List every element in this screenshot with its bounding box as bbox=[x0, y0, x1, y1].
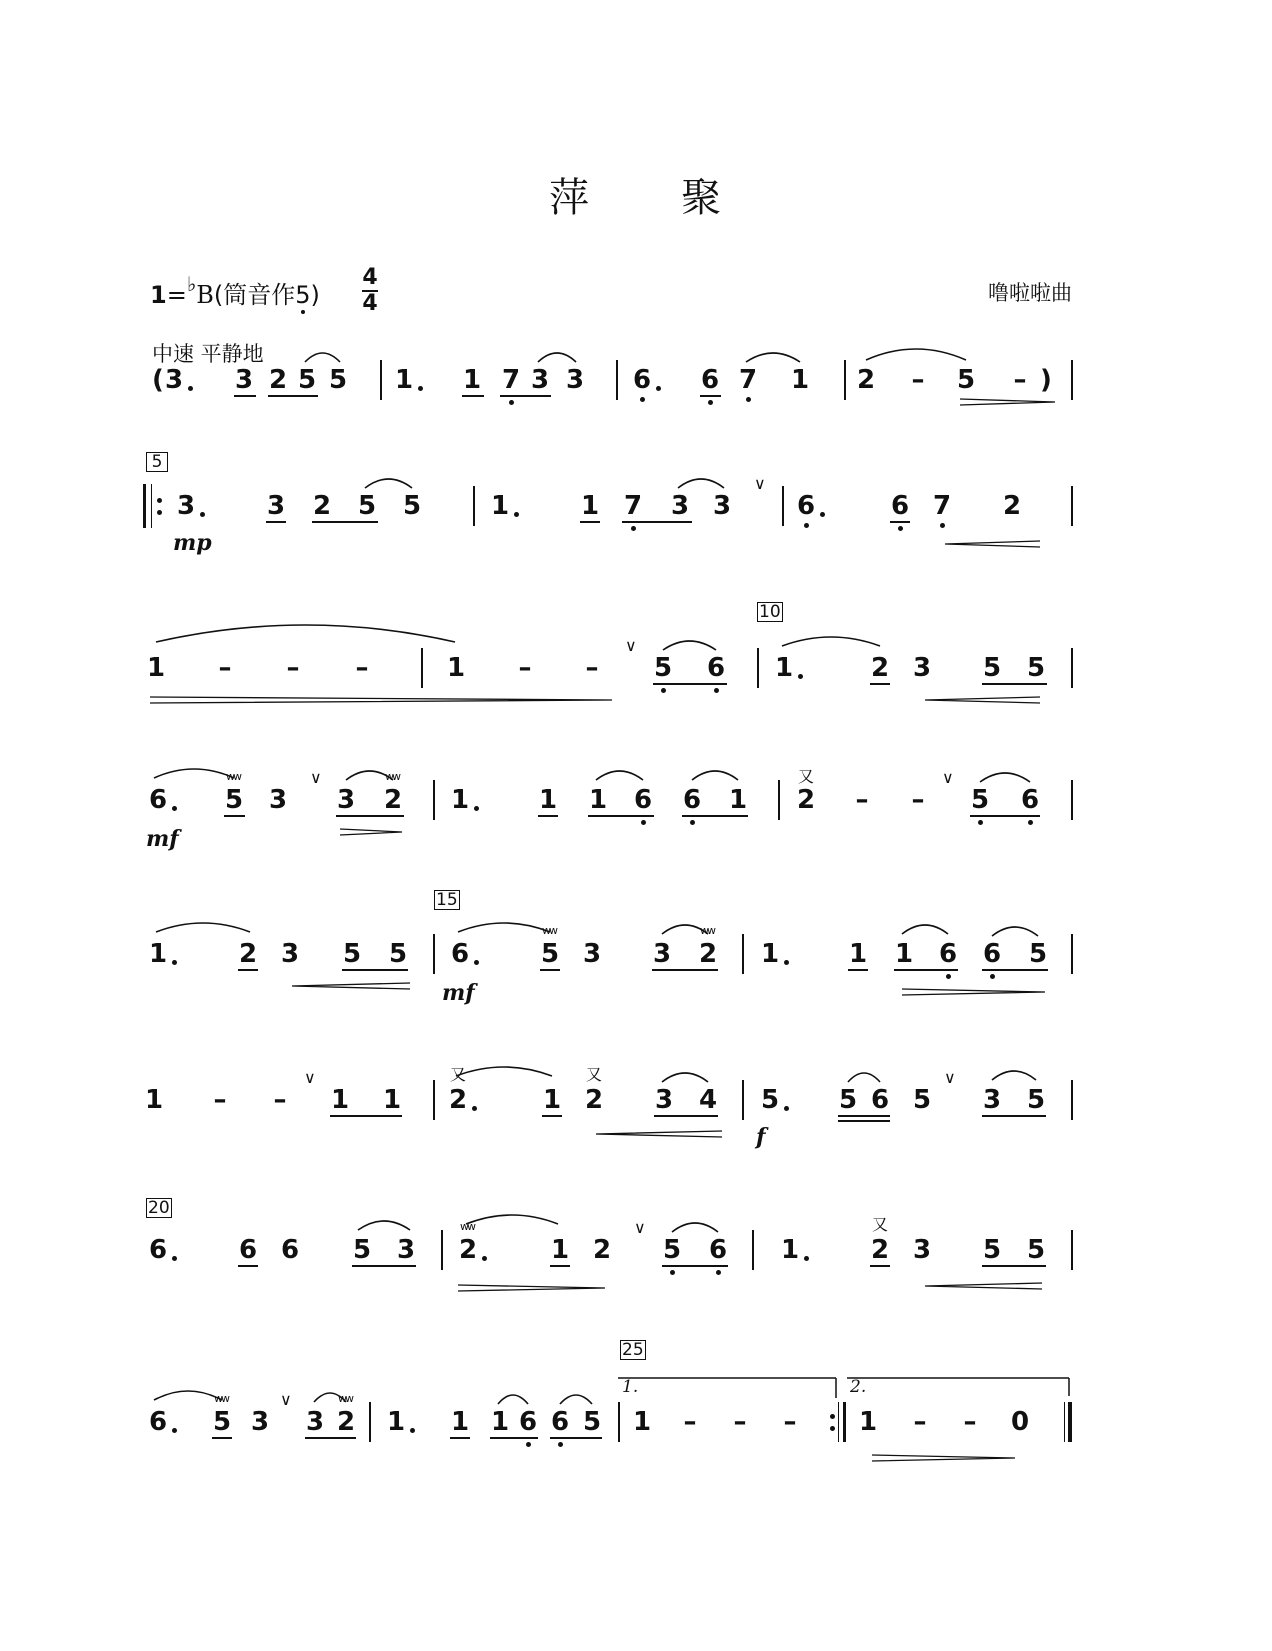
ornament-mark: ww bbox=[385, 770, 399, 783]
note: – bbox=[273, 1085, 287, 1115]
note: 1 bbox=[394, 365, 414, 395]
note: 6 bbox=[550, 1407, 570, 1437]
note: 1 bbox=[382, 1085, 402, 1115]
note: 5 bbox=[540, 939, 560, 969]
slur bbox=[992, 927, 1038, 936]
note: 5 bbox=[212, 1407, 232, 1437]
slur bbox=[458, 923, 550, 932]
note: 1 bbox=[550, 1235, 570, 1265]
note: 6 bbox=[280, 1235, 300, 1265]
ornament-mark: ww bbox=[542, 924, 556, 937]
note: 3 bbox=[582, 939, 602, 969]
slur bbox=[154, 769, 234, 778]
ornament-mark: ww bbox=[226, 770, 240, 783]
note: 1 bbox=[728, 785, 748, 815]
note: 1 bbox=[760, 939, 780, 969]
note: 3 bbox=[305, 1407, 325, 1437]
note: 5 bbox=[1026, 1235, 1046, 1265]
note: 1 bbox=[790, 365, 810, 395]
slur bbox=[314, 1393, 346, 1402]
composer: 噜啦啦曲 bbox=[988, 281, 1072, 305]
note: 6 bbox=[890, 491, 910, 521]
note: 1 bbox=[580, 491, 600, 521]
note: 1 bbox=[462, 365, 482, 395]
note: ) bbox=[1040, 365, 1052, 395]
note: 1 bbox=[450, 1407, 470, 1437]
note: 5 bbox=[1028, 939, 1048, 969]
note: 3 bbox=[530, 365, 550, 395]
note: 6 bbox=[708, 1235, 728, 1265]
note: 1 bbox=[146, 653, 166, 683]
note: 5 bbox=[982, 1235, 1002, 1265]
note: 3 bbox=[565, 365, 585, 395]
slur bbox=[498, 1395, 528, 1404]
slur bbox=[782, 637, 880, 646]
slur bbox=[662, 1073, 708, 1082]
breath-mark: ∨ bbox=[944, 1068, 956, 1087]
note: 6 bbox=[700, 365, 720, 395]
note: 1 bbox=[490, 1407, 510, 1437]
note: 7 bbox=[932, 491, 952, 521]
note: 3 bbox=[912, 1235, 932, 1265]
note: 3 bbox=[176, 491, 196, 521]
note: 4 bbox=[698, 1085, 718, 1115]
note: 1 bbox=[632, 1407, 652, 1437]
measure-number: 10 bbox=[759, 602, 781, 622]
note: 3 bbox=[912, 653, 932, 683]
note: 2 bbox=[870, 1235, 890, 1265]
note: – bbox=[783, 1407, 797, 1437]
slur bbox=[678, 479, 724, 488]
slur bbox=[662, 925, 708, 934]
note: ( bbox=[152, 365, 164, 395]
note: 6 bbox=[148, 785, 168, 815]
slur bbox=[560, 1395, 592, 1404]
ornament-mark: ww bbox=[214, 1392, 228, 1405]
measure-number: 20 bbox=[148, 1198, 170, 1218]
note: 1 bbox=[446, 653, 466, 683]
slur bbox=[156, 625, 455, 642]
note: 1 bbox=[894, 939, 914, 969]
note: – bbox=[286, 653, 300, 683]
ornament-mark: ww bbox=[460, 1220, 474, 1233]
note: 6 bbox=[706, 653, 726, 683]
note: 1 bbox=[538, 785, 558, 815]
slur bbox=[596, 771, 643, 780]
note: 5 bbox=[388, 939, 408, 969]
note: 2 bbox=[383, 785, 403, 815]
note: 1 bbox=[588, 785, 608, 815]
note: 7 bbox=[623, 491, 643, 521]
diminuendo-hairpin bbox=[872, 1455, 1015, 1461]
page-title: 萍 聚 bbox=[549, 175, 723, 221]
note: 3 bbox=[654, 1085, 674, 1115]
slur bbox=[672, 1223, 718, 1232]
note: 2 bbox=[698, 939, 718, 969]
crescendo-hairpin bbox=[292, 983, 410, 989]
note: 1 bbox=[858, 1407, 878, 1437]
note: – bbox=[733, 1407, 747, 1437]
note: 3 bbox=[164, 365, 184, 395]
note: 2 bbox=[1002, 491, 1022, 521]
breath-mark: ∨ bbox=[310, 768, 322, 787]
note: 3 bbox=[268, 785, 288, 815]
note: 1 bbox=[450, 785, 470, 815]
breath-mark: ∨ bbox=[280, 1390, 292, 1409]
slur bbox=[346, 771, 393, 780]
open-hole-mark: 又 bbox=[586, 1065, 603, 1084]
slur bbox=[305, 353, 340, 362]
note: 5 bbox=[357, 491, 377, 521]
note: 5 bbox=[224, 785, 244, 815]
note: 2 bbox=[592, 1235, 612, 1265]
dynamic-mp: mp bbox=[173, 530, 212, 556]
note: 2 bbox=[238, 939, 258, 969]
measure-number: 15 bbox=[436, 890, 458, 910]
note: 6 bbox=[982, 939, 1002, 969]
tempo-marking: 中速 平静地 bbox=[152, 342, 264, 366]
key-signature: 1=♭B(筒音作5) bbox=[150, 272, 320, 309]
breath-mark: ∨ bbox=[754, 474, 766, 493]
note: 5 bbox=[582, 1407, 602, 1437]
note: 1 bbox=[542, 1085, 562, 1115]
note: – bbox=[218, 653, 232, 683]
diminuendo-hairpin bbox=[960, 399, 1055, 405]
breath-mark: ∨ bbox=[634, 1218, 646, 1237]
note: 3 bbox=[982, 1085, 1002, 1115]
note: – bbox=[355, 653, 369, 683]
dynamic-mf: mf bbox=[442, 980, 475, 1006]
note: – bbox=[911, 785, 925, 815]
crescendo-hairpin bbox=[925, 1283, 1042, 1289]
crescendo-hairpin bbox=[945, 541, 1040, 547]
slur bbox=[154, 1391, 222, 1400]
slur bbox=[456, 1067, 552, 1076]
slur bbox=[692, 771, 738, 780]
note: 2 bbox=[584, 1085, 604, 1115]
note: 6 bbox=[870, 1085, 890, 1115]
note: – bbox=[911, 365, 925, 395]
note: 2 bbox=[312, 491, 332, 521]
dynamic-mf: mf bbox=[146, 826, 179, 852]
note: 1 bbox=[148, 939, 168, 969]
note: 3 bbox=[250, 1407, 270, 1437]
note: 2 bbox=[448, 1085, 468, 1115]
slur bbox=[902, 925, 948, 934]
breath-mark: ∨ bbox=[942, 768, 954, 787]
note: 6 bbox=[938, 939, 958, 969]
note: – bbox=[683, 1407, 697, 1437]
note: 1 bbox=[386, 1407, 406, 1437]
diminuendo-hairpin bbox=[458, 1285, 605, 1291]
note: 6 bbox=[632, 365, 652, 395]
note: 5 bbox=[838, 1085, 858, 1115]
note: 6 bbox=[796, 491, 816, 521]
diminuendo-hairpin bbox=[902, 989, 1045, 995]
note: 1 bbox=[490, 491, 510, 521]
note: 3 bbox=[266, 491, 286, 521]
note: 6 bbox=[1020, 785, 1040, 815]
note: 6 bbox=[450, 939, 470, 969]
note: 3 bbox=[652, 939, 672, 969]
note: – bbox=[855, 785, 869, 815]
note: 1 bbox=[780, 1235, 800, 1265]
note: 3 bbox=[712, 491, 732, 521]
note: 5 bbox=[352, 1235, 372, 1265]
note: 2 bbox=[796, 785, 816, 815]
note: 5 bbox=[760, 1085, 780, 1115]
open-hole-mark: 又 bbox=[450, 1065, 467, 1084]
note: 1 bbox=[144, 1085, 164, 1115]
open-hole-mark: 又 bbox=[872, 1215, 889, 1234]
note: 2 bbox=[870, 653, 890, 683]
note: 2 bbox=[856, 365, 876, 395]
note: 3 bbox=[396, 1235, 416, 1265]
crescendo-hairpin bbox=[925, 697, 1040, 703]
note: 6 bbox=[148, 1235, 168, 1265]
diminuendo-hairpin bbox=[150, 697, 612, 703]
note: – bbox=[213, 1085, 227, 1115]
note: 3 bbox=[336, 785, 356, 815]
note: 6 bbox=[148, 1407, 168, 1437]
note: 1 bbox=[774, 653, 794, 683]
note: 6 bbox=[518, 1407, 538, 1437]
note: 5 bbox=[342, 939, 362, 969]
note: 5 bbox=[653, 653, 673, 683]
note: 5 bbox=[402, 491, 422, 521]
note: 5 bbox=[1026, 653, 1046, 683]
note: 5 bbox=[297, 365, 317, 395]
crescendo-hairpin bbox=[596, 1131, 722, 1137]
note: – bbox=[1013, 365, 1027, 395]
slur bbox=[980, 773, 1030, 782]
note: 6 bbox=[238, 1235, 258, 1265]
ornament-mark: ww bbox=[700, 924, 714, 937]
note: 0 bbox=[1010, 1407, 1030, 1437]
breath-mark: ∨ bbox=[625, 636, 637, 655]
time-signature: 4 4 bbox=[362, 265, 378, 316]
note: – bbox=[913, 1407, 927, 1437]
note: 3 bbox=[234, 365, 254, 395]
slur bbox=[663, 641, 716, 650]
note: 2 bbox=[268, 365, 288, 395]
note: 3 bbox=[280, 939, 300, 969]
slur bbox=[466, 1215, 558, 1224]
note: 5 bbox=[1026, 1085, 1046, 1115]
note: – bbox=[585, 653, 599, 683]
note: 2 bbox=[458, 1235, 478, 1265]
measure-number: 5 bbox=[146, 452, 168, 472]
note: – bbox=[963, 1407, 977, 1437]
note: 5 bbox=[662, 1235, 682, 1265]
note: 5 bbox=[970, 785, 990, 815]
open-hole-mark: 又 bbox=[798, 767, 815, 786]
note: 5 bbox=[912, 1085, 932, 1115]
note: 7 bbox=[501, 365, 521, 395]
note: 3 bbox=[670, 491, 690, 521]
slur bbox=[538, 353, 576, 362]
slur bbox=[358, 1221, 410, 1230]
volta-1-label: 1. bbox=[622, 1377, 639, 1397]
note: 1 bbox=[330, 1085, 350, 1115]
volta-2-label: 2. bbox=[850, 1377, 867, 1397]
note: 2 bbox=[336, 1407, 356, 1437]
slur bbox=[746, 353, 800, 362]
slur bbox=[365, 479, 412, 488]
ornament-mark: ww bbox=[338, 1392, 352, 1405]
note: 6 bbox=[633, 785, 653, 815]
note: 7 bbox=[738, 365, 758, 395]
slur bbox=[156, 923, 250, 932]
slur bbox=[848, 1073, 880, 1082]
note: 6 bbox=[682, 785, 702, 815]
note: – bbox=[518, 653, 532, 683]
slur bbox=[992, 1071, 1036, 1080]
dynamic-f: f bbox=[756, 1124, 766, 1150]
note: 1 bbox=[848, 939, 868, 969]
note: 5 bbox=[328, 365, 348, 395]
breath-mark: ∨ bbox=[304, 1068, 316, 1087]
note: 5 bbox=[982, 653, 1002, 683]
measure-number: 25 bbox=[622, 1340, 644, 1360]
note: 5 bbox=[956, 365, 976, 395]
diminuendo-hairpin bbox=[340, 829, 402, 835]
slur bbox=[866, 349, 966, 360]
